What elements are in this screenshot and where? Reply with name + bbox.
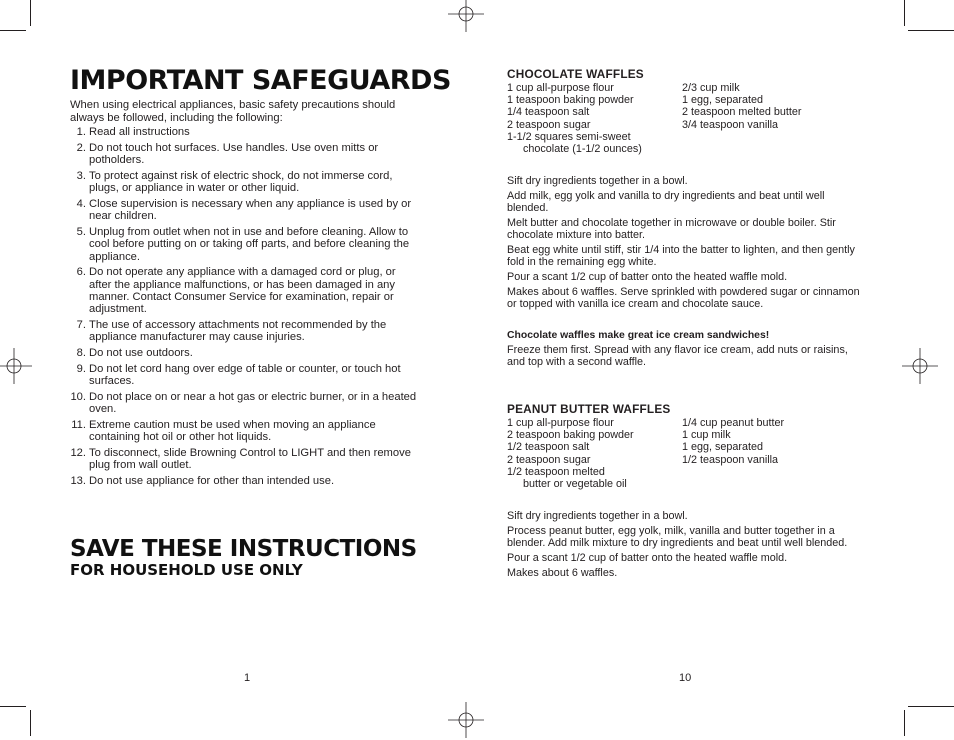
recipe-step: Process peanut butter, egg yolk, milk, vanilla and butter together in a blender. Add milk mixture to dry ingredients and beat until well blended. — [507, 525, 848, 550]
list-item — [70, 142, 418, 166]
item-number: 3. — [76, 169, 86, 182]
page-number: 1 — [244, 672, 251, 684]
list-item — [70, 226, 418, 263]
ingredient: 2 teaspoon sugar — [507, 118, 591, 131]
recipe-title: PEANUT BUTTER WAFFLES — [507, 402, 671, 416]
item-text: Do not touch hot surfaces. Use handles. Use oven mitts or potholders. — [89, 141, 379, 167]
recipe-step: Add milk, egg yolk and vanilla to dry ingredients and beat until well blended. — [507, 190, 825, 215]
page-number: 10 — [679, 672, 692, 684]
list-item — [70, 170, 418, 194]
item-number: 4. — [76, 198, 86, 211]
ingredient: 2 teaspoon melted butter — [682, 106, 802, 119]
ingredient: 1/2 teaspoon salt — [507, 441, 590, 454]
recipe-step: Makes about 6 waffles. — [507, 567, 618, 580]
item-number: 12. — [70, 447, 86, 460]
item-number: 5. — [76, 226, 86, 239]
recipe-step: Beat egg white until stiff, stir 1/4 into the batter to lighten, and then gently fold in the remaining egg white. — [507, 244, 855, 269]
item-text: Do not use appliance for other than intended use. — [89, 475, 335, 488]
ingredient: 1 teaspoon baking powder — [507, 94, 634, 107]
ingredient: 1/2 teaspoon melted — [507, 465, 605, 478]
item-number: 11. — [71, 419, 86, 432]
item-text: Do not operate any appliance with a damaged cord or plug, or after the appliance malfunctions, or has been damaged in any manner. Contact Consumer Service for examination, repair or adjustment. — [89, 266, 396, 316]
item-number: 13. — [70, 475, 86, 488]
recipe-step: Pour a scant 1/2 cup of batter onto the heated waffle mold. — [507, 271, 788, 284]
right-page — [477, 0, 954, 736]
item-text: Do not use outdoors. — [89, 347, 193, 360]
ingredient: 1 cup all-purpose flour — [507, 82, 614, 94]
ingredients-column-left — [507, 417, 682, 490]
item-number: 6. — [76, 266, 86, 279]
ice-cream-tip — [507, 330, 867, 369]
recipe-steps — [507, 511, 867, 580]
ingredients — [507, 417, 867, 490]
item-text: To protect against risk of electric shock, do not immerse cord, plugs, or appliance in water or other liquid. — [89, 169, 393, 195]
page-title: IMPORTANT SAFEGUARDS — [70, 65, 451, 96]
item-text: The use of accessory attachments not recommended by the appliance manufacturer may cause injuries. — [89, 318, 387, 344]
ingredient: 1/4 cup peanut butter — [682, 417, 785, 429]
item-number: 2. — [76, 141, 86, 154]
list-item — [70, 363, 418, 387]
chocolate-waffles-recipe — [507, 67, 867, 314]
intro-text: When using electrical appliances, basic safety precautions should always be followed, including the following: — [70, 99, 396, 124]
ingredient: chocolate (1-1/2 ounces) — [523, 143, 642, 156]
recipe-step: Melt butter and chocolate together in microwave or double boiler. Stir chocolate mixture into batter. — [507, 217, 836, 242]
item-number: 10. — [70, 391, 86, 404]
ingredients — [507, 82, 867, 155]
tip-text: Freeze them first. Spread with any flavor ice cream, add nuts or raisins, and top with a second waffle. — [507, 344, 848, 368]
list-item — [70, 266, 418, 315]
item-number: 9. — [76, 362, 86, 375]
list-item — [70, 391, 418, 415]
list-item — [70, 126, 418, 138]
ingredient: 1/2 teaspoon vanilla — [682, 453, 779, 466]
ingredients-column-left — [507, 82, 682, 155]
item-text: Read all instructions — [89, 126, 190, 138]
item-text: To disconnect, slide Browning Control to LIGHT and then remove plug from wall outlet. — [89, 447, 411, 472]
item-text: Unplug from outlet when not in use and before cleaning. Allow to cool before putting on or taking off parts, and before cleaning the appliance. — [89, 226, 410, 263]
household-use-subheading: FOR HOUSEHOLD USE ONLY — [70, 561, 303, 579]
list-item — [70, 198, 418, 222]
ingredient: 1 cup all-purpose flour — [507, 417, 614, 429]
ingredient: butter or vegetable oil — [523, 478, 627, 491]
recipe-step: Pour a scant 1/2 cup of batter onto the heated waffle mold. — [507, 552, 788, 565]
item-text: Do not place on or near a hot gas or electric burner, or in a heated oven. — [89, 391, 417, 416]
item-number: 7. — [76, 318, 86, 331]
list-item — [70, 419, 418, 443]
ingredient: 2/3 cup milk — [682, 82, 740, 94]
left-page — [0, 0, 477, 736]
item-number: 8. — [76, 347, 86, 360]
recipe-steps — [507, 176, 867, 311]
recipe-step: Makes about 6 waffles. Serve sprinkled with powdered sugar or cinnamon or topped with vanilla ice cream and chocolate sauce. — [507, 286, 860, 311]
safeguards-list — [70, 126, 418, 491]
list-item — [70, 475, 418, 487]
list-item — [70, 447, 418, 471]
ingredients-column-right — [682, 82, 862, 155]
item-text: Do not let cord hang over edge of table or counter, or touch hot surfaces. — [89, 362, 401, 388]
ingredient: 1 cup milk — [682, 429, 731, 442]
ingredient: 2 teaspoon baking powder — [507, 429, 634, 442]
item-text: Extreme caution must be used when moving an appliance containing hot oil or other hot liquids. — [89, 419, 376, 444]
peanut-butter-waffles-recipe — [507, 402, 867, 584]
save-instructions-heading: SAVE THESE INSTRUCTIONS — [70, 536, 417, 562]
list-item — [70, 347, 418, 359]
item-text: Close supervision is necessary when any appliance is used by or near children. — [89, 198, 412, 223]
ingredients-column-right — [682, 417, 862, 490]
list-item — [70, 319, 418, 343]
ingredient: 1 egg, separated — [682, 94, 764, 107]
tip-heading: Chocolate waffles make great ice cream sandwiches! — [507, 330, 770, 341]
ingredient: 2 teaspoon sugar — [507, 453, 591, 466]
ingredient: 1/4 teaspoon salt — [507, 106, 590, 119]
ingredient: 1 egg, separated — [682, 441, 764, 454]
ingredient: 1-1/2 squares semi-sweet — [507, 130, 631, 143]
recipe-step: Sift dry ingredients together in a bowl. — [507, 175, 688, 188]
ingredient: 3/4 teaspoon vanilla — [682, 118, 779, 131]
item-number: 1. — [76, 126, 86, 138]
recipe-title: CHOCOLATE WAFFLES — [507, 67, 644, 81]
recipe-step: Sift dry ingredients together in a bowl. — [507, 510, 688, 523]
